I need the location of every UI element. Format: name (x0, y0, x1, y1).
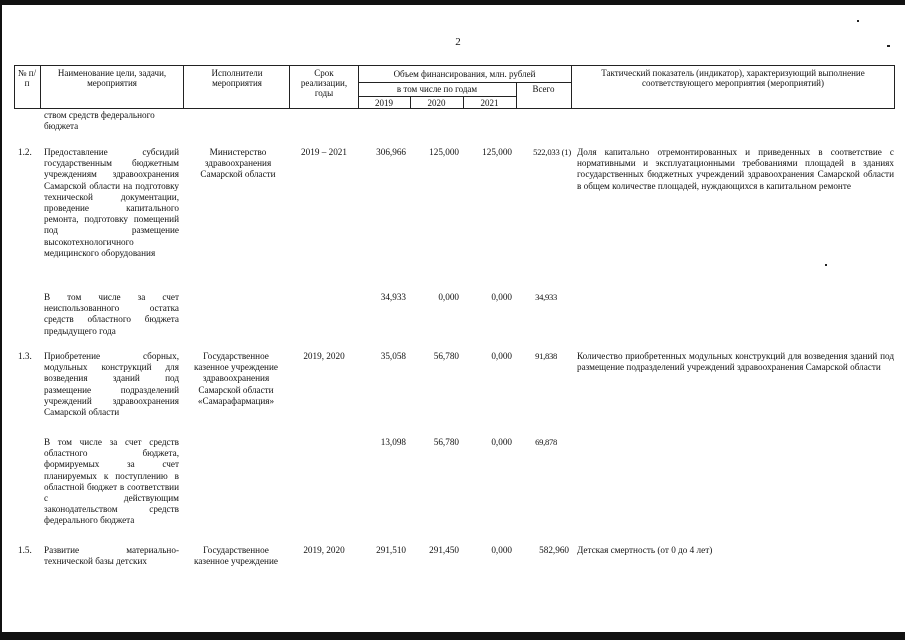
scan-speck (857, 20, 859, 22)
scan-bottom-edge (0, 632, 905, 640)
header-rule (516, 82, 517, 109)
row-executor: Государственное казенное учреждение (194, 545, 278, 567)
header-col-by-years: в том числе по годам (396, 84, 478, 94)
row-number: 1.2. (18, 147, 32, 157)
row-term: 2019, 2020 (303, 545, 345, 555)
header-col-executor: Исполнители мероприятия (211, 68, 263, 88)
row-2019: 291,510 (376, 545, 406, 555)
row-2020: 291,450 (429, 545, 459, 555)
row-name: Приобретение сборных, модульных конструкций для возведения зданий под размещение подразделений учреждений здравоохранения Самарской области (44, 351, 179, 418)
row-number: 1.5. (18, 545, 32, 555)
row-total: 91,838 (535, 351, 557, 361)
row-2019: 35,058 (380, 351, 406, 361)
header-rule (14, 65, 15, 109)
header-rule (358, 96, 516, 97)
row-total: 582,960 (539, 545, 569, 555)
scan-left-edge (0, 0, 2, 640)
row-term: 2019 – 2021 (301, 147, 347, 157)
row-name: В том числе за счет неиспользованного остатка средств областного бюджета предыдущего года (44, 292, 179, 336)
row-2021: 0,000 (491, 545, 512, 555)
row-2019: 13,098 (380, 437, 406, 447)
header-rule (358, 82, 571, 83)
header-col-finance: Объем финансирования, млн. рублей (393, 69, 536, 79)
scan-speck (825, 264, 827, 266)
header-col-2019: 2019 (375, 98, 393, 108)
row-2021: 0,000 (491, 437, 512, 447)
header-rule (894, 65, 895, 109)
row-2019: 34,933 (380, 292, 406, 302)
header-col-term: Срок реализации, годы (300, 68, 348, 98)
header-rule (14, 108, 894, 109)
header-rule (14, 65, 894, 66)
header-col-2020: 2020 (427, 98, 446, 108)
row-indicator: Количество приобретенных модульных конструкций для возведения зданий под размещение подразделений учреждений здравоохранения Самарской области (577, 351, 894, 373)
row-executor: Государственное казенное учреждение здравоохранения Самарской области «Самарафармация» (194, 351, 278, 406)
header-rule (289, 65, 290, 109)
row-name: Развитие материально-технической базы детских (44, 545, 179, 567)
row-2019: 306,966 (376, 147, 406, 157)
header-col-2021: 2021 (480, 98, 499, 108)
scan-top-edge (0, 0, 905, 5)
row-number: 1.3. (18, 351, 32, 361)
row-2020: 56,780 (433, 351, 459, 361)
header-rule (410, 96, 411, 109)
carry-over-text: ством средств федерального бюджета (44, 110, 155, 132)
scan-speck (887, 45, 890, 47)
row-total: 34,933 (535, 292, 557, 302)
row-2020: 125,000 (429, 147, 459, 157)
row-indicator: Доля капитально отремонтированных и приведенных в соответствие с нормативными и эксплуатационными требованиями площадей в зданиях государственных бюджетных учреждений здравоохранения Самарской области в общем количестве площадей, нуждающихся в капитальном ремонте (577, 147, 894, 191)
header-rule (358, 65, 359, 109)
row-total: 522,033 (1) (533, 147, 571, 157)
row-2021: 0,000 (491, 351, 512, 361)
header-rule (463, 96, 464, 109)
row-2020: 0,000 (438, 292, 459, 302)
row-name: Предоставление субсидий государственным бюджетным учреждениям здравоохранения Самарской области на подготовку технической документации, проведение капитального ремонта, подготовку помещений под размещение высокотехнологичного медицинского оборудования (44, 147, 179, 258)
header-rule (571, 65, 572, 109)
row-indicator: Детская смертность (от 0 до 4 лет) (577, 545, 713, 555)
row-executor: Министерство здравоохранения Самарской области (200, 147, 276, 180)
row-total: 69,878 (535, 437, 557, 447)
row-2021: 125,000 (482, 147, 512, 157)
header-col-no: № п/п (17, 68, 37, 88)
page-number: 2 (455, 36, 461, 48)
header-col-indicator: Тактический показатель (индикатор), характеризующий выполнение соответствующего мероприятия (мероприятий) (601, 68, 865, 88)
row-2021: 0,000 (491, 292, 512, 302)
header-col-total: Всего (532, 84, 555, 94)
header-rule (183, 65, 184, 109)
header-col-name: Наименование цели, задачи, мероприятия (57, 68, 167, 88)
row-2020: 56,780 (433, 437, 459, 447)
row-term: 2019, 2020 (303, 351, 345, 361)
header-rule (40, 65, 41, 109)
row-name: В том числе за счет средств областного бюджета, формируемых за счет планируемых к поступлению в областной бюджет в соответствии с действующим законодательством средств федерального бюджета (44, 437, 179, 526)
